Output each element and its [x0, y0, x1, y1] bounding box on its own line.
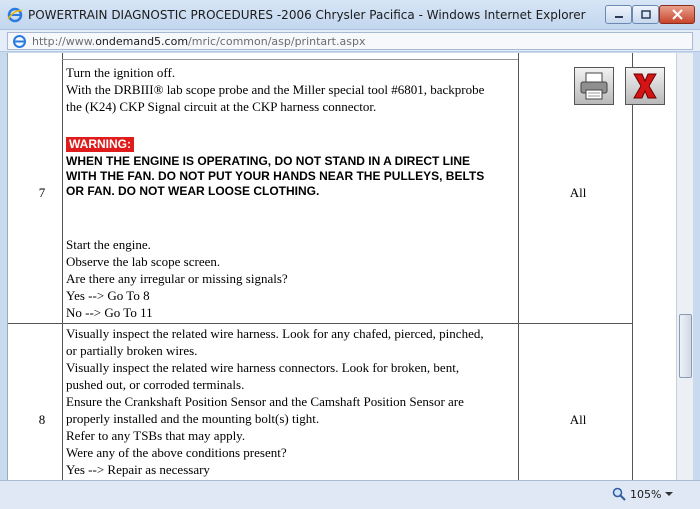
procedure-table: [8, 53, 676, 480]
step-line: Visually inspect the related wire harness connectors. Look for broken, bent,: [66, 360, 460, 375]
step-line: Turn the ignition off.: [66, 65, 176, 80]
step-line: Visually inspect the related wire harness. Look for any chafed, pierced, pinched,: [66, 326, 484, 341]
column-divider: [62, 53, 63, 480]
window-title: POWERTRAIN DIAGNOSTIC PROCEDURES -2006 Chrysler Pacifica - Windows Internet Explorer: [28, 8, 586, 22]
warning-label: WARNING:: [66, 137, 134, 152]
step-line: Yes --> Repair as necessary: [66, 462, 210, 477]
chevron-down-icon: [665, 491, 673, 497]
applies-to: All: [569, 412, 587, 427]
url-field[interactable]: [7, 32, 693, 50]
red-x-icon: [630, 71, 660, 101]
warning-line: WHEN THE ENGINE IS OPERATING, DO NOT STAND IN A DIRECT LINE: [66, 154, 471, 168]
minimize-icon: [614, 11, 624, 19]
close-page-button[interactable]: [625, 67, 665, 105]
step-line: pushed out, or corroded terminals.: [66, 377, 245, 392]
step-line: With the DRBIII® lab scope probe and the Miller special tool #6801, backprobe: [66, 82, 485, 97]
step-line: No --> Go To 11: [66, 305, 153, 320]
warning-block: [66, 135, 518, 199]
warning-line: OR FAN. DO NOT WEAR LOOSE CLOTHING.: [66, 184, 320, 198]
step-number: 7: [38, 185, 46, 200]
step-7-text: [66, 64, 518, 115]
magnifier-icon: [612, 487, 626, 501]
zoom-control[interactable]: [612, 487, 673, 501]
step-line: the (K24) CKP Signal circuit at the CKP harness connector.: [66, 99, 377, 114]
window-close-button[interactable]: [659, 5, 695, 24]
page-content[interactable]: [7, 53, 676, 480]
column-divider: [518, 53, 519, 480]
printer-icon: [578, 71, 610, 101]
step-line: or partially broken wires.: [66, 343, 198, 358]
ie-icon: [7, 7, 23, 23]
applies-to: All: [569, 185, 587, 200]
step-line: Refer to any TSBs that may apply.: [66, 428, 246, 443]
step-line: Were any of the above conditions present?: [66, 445, 287, 460]
maximize-button[interactable]: [632, 5, 659, 24]
warning-line: WITH THE FAN. DO NOT PUT YOUR HANDS NEAR THE PULLEYS, BELTS: [66, 169, 485, 183]
step-8-text: [66, 325, 518, 478]
step-line: Yes --> Go To 8: [66, 288, 150, 303]
scroll-thumb[interactable]: [679, 314, 692, 378]
status-bar: [0, 480, 700, 509]
step-line: properly installed and the mounting bolt(s) tight.: [66, 411, 320, 426]
step-line: Observe the lab scope screen.: [66, 254, 221, 269]
step-line: Are there any irregular or missing signals?: [66, 271, 288, 286]
print-button[interactable]: [574, 67, 614, 105]
row-border: [8, 323, 632, 324]
step-line: Ensure the Crankshaft Position Sensor and the Camshaft Position Sensor are: [66, 394, 464, 409]
vertical-scrollbar[interactable]: [676, 53, 693, 480]
minimize-button[interactable]: [605, 5, 632, 24]
zoom-level: 105%: [630, 487, 662, 501]
row-border: [62, 59, 518, 60]
step-line: Start the engine.: [66, 237, 151, 252]
ie-page-icon: [12, 34, 27, 49]
step-7-text-after: [66, 236, 518, 321]
title-bar: [0, 0, 700, 30]
close-icon: [672, 9, 683, 20]
maximize-icon: [641, 10, 651, 19]
step-number: 8: [38, 412, 46, 427]
url-text: http://www.ondemand5.com/mric/common/asp/printart.aspx: [32, 35, 366, 48]
address-bar: [0, 30, 700, 52]
